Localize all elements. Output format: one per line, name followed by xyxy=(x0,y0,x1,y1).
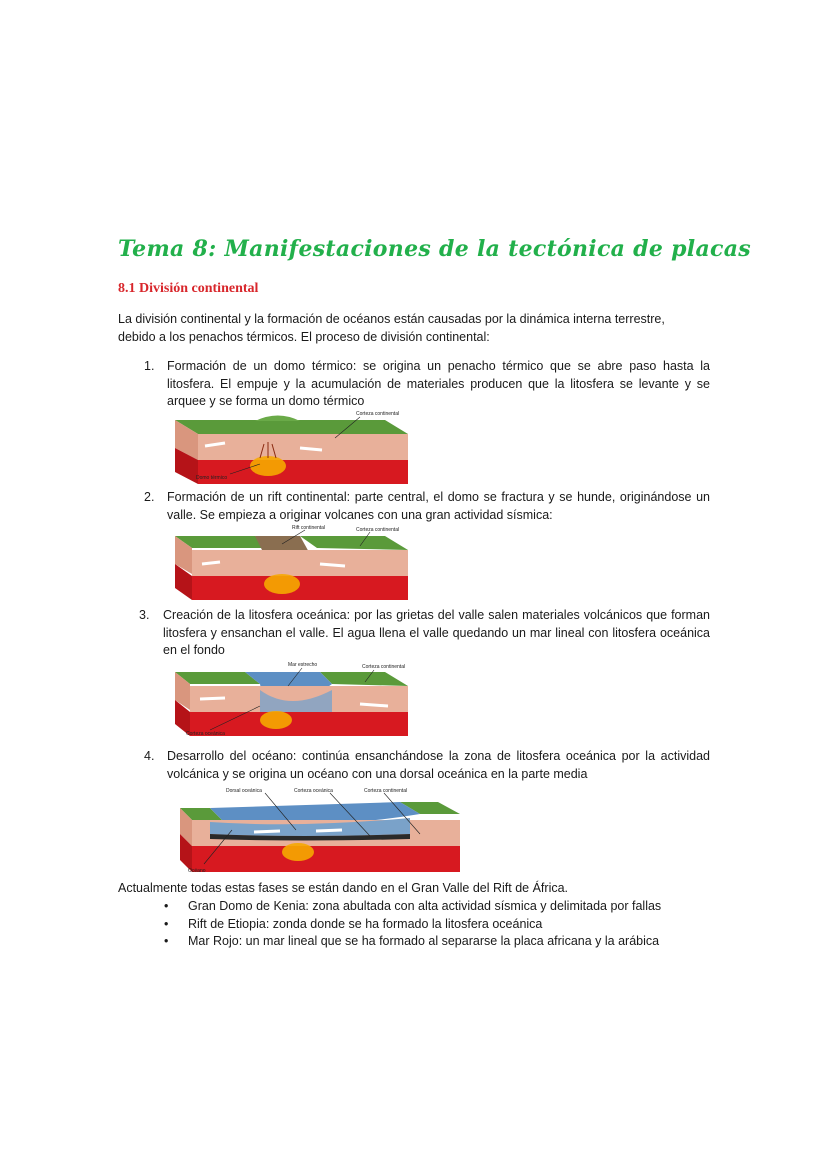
diagram-continental-rift xyxy=(160,524,420,604)
label-corteza-oceanica: Corteza oceánica xyxy=(294,788,333,794)
intro-line-1: La división continental y la formación de océanos están causadas por la dinámica interna terrestre, xyxy=(118,312,665,326)
label-dorsal-oceanica: Dorsal oceánica xyxy=(226,788,262,794)
label-corteza-continental: Corteza continental xyxy=(356,411,400,417)
list-item-text: Mar Rojo: un mar lineal que se ha formado al separarse la placa africana y la arábica xyxy=(188,934,660,948)
label-mar-estrecho: Mar estrecho xyxy=(288,662,318,668)
plume xyxy=(260,711,292,729)
diagram-ocean-development xyxy=(170,784,470,876)
arrow-right xyxy=(316,830,342,831)
list-item xyxy=(164,916,661,934)
section-title: 8.1 División continental xyxy=(118,281,259,296)
step-1-number: 1. xyxy=(144,359,155,373)
step-3-number: 3. xyxy=(139,608,150,622)
label-corteza-oceanica: Corteza oceánica xyxy=(186,731,225,737)
step-2-text: Formación de un rift continental: parte central, el domo se fractura y se hunde, originándose un valle. Se empieza a originar volcanes con una gran actividad sísmica: xyxy=(167,490,710,522)
list-item xyxy=(164,898,661,916)
arrow-left xyxy=(254,831,280,832)
intro-line-2: debido a los penachos térmicos. El proceso de división continental: xyxy=(118,330,490,344)
mantle-layer xyxy=(198,460,408,484)
list-item-text: Rift de Etiopia: zonda donde se ha formado la litosfera oceánica xyxy=(188,916,543,931)
intro-paragraph xyxy=(118,310,718,346)
step-4-text: Desarrollo del océano: continúa ensanchándose la zona de litosfera oceánica por la actividad volcánica y se origina un océano con una dorsal oceánica en la parte media xyxy=(167,749,710,781)
surface-grass xyxy=(175,420,408,434)
label-corteza-continental: Corteza continental xyxy=(362,664,406,670)
conclusion-text: Actualmente todas estas fases se están dando en el Gran Valle del Rift de África. xyxy=(118,881,569,895)
crust-layer xyxy=(192,550,408,576)
arrow-right xyxy=(300,448,322,450)
diagram-narrow-sea xyxy=(160,660,420,740)
mantle-layer xyxy=(192,846,460,872)
dome-bulge xyxy=(255,416,300,422)
step-1-text: Formación de un domo térmico: se origina un penacho térmico que se abre paso hasta la litosfera. El empuje y la acumulación de materiales producen que la litosfera se levante y se arquee y se forma un domo térmico xyxy=(167,359,710,408)
step-4-number: 4. xyxy=(144,749,155,763)
plume xyxy=(250,456,286,476)
arrow-left xyxy=(202,562,220,564)
label-domo-termico: Domo térmico xyxy=(196,475,228,481)
arrow-right xyxy=(320,564,345,566)
bullet-list xyxy=(164,898,661,951)
label-oceano: Océano xyxy=(188,868,206,874)
arrow-right xyxy=(360,704,388,706)
plume xyxy=(264,574,300,594)
bullet-icon: • xyxy=(164,916,169,931)
step-3-text: Creación de la litosfera oceánica: por las grietas del valle salen materiales volcánicos que forman litosfera y ensanchan el valle. El agua llena el valle quedando un mar lineal con litosfera oceánica en el fondo xyxy=(163,608,710,657)
label-corteza-continental: Corteza continental xyxy=(356,527,400,533)
mantle-layer xyxy=(192,576,408,600)
list-item xyxy=(164,933,661,951)
diagram-thermal-dome xyxy=(160,408,420,488)
arrow-left xyxy=(200,698,225,699)
step-2-number: 2. xyxy=(144,490,155,504)
label-corteza-continental: Corteza continental xyxy=(364,788,408,794)
label-rift-continental: Rift continental xyxy=(292,525,326,531)
plume xyxy=(282,843,314,861)
bullet-icon: • xyxy=(164,899,169,913)
page-title: Tema 8: Manifestaciones de la tectónica de placas xyxy=(118,236,751,262)
bullet-icon: • xyxy=(164,934,169,948)
list-item-text: Gran Domo de Kenia: zona abultada con alta actividad sísmica y delimitada por fallas xyxy=(188,899,662,913)
